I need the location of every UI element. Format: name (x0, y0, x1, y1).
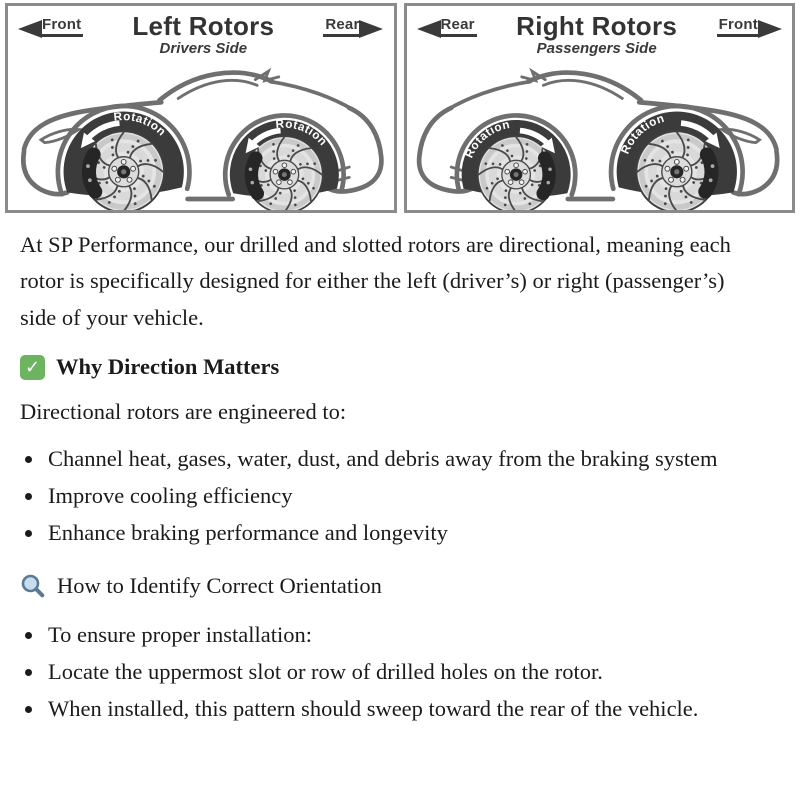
rear-direction-label (323, 17, 383, 37)
heading-text: How to Identify Correct Orientation (57, 572, 382, 598)
why-section-list (20, 441, 780, 551)
front-direction-label (18, 17, 83, 37)
arrow-left-icon (18, 20, 42, 38)
magnifier-icon (20, 573, 46, 599)
right-panel-header (407, 6, 793, 57)
list-item: • Improve cooling efficiency (45, 478, 735, 514)
left-panel-title-block (132, 13, 274, 57)
rear-direction-label (417, 17, 477, 37)
why-direction-matters-heading (20, 354, 780, 380)
list-item: • Locate the uppermost slot or row of drilled holes on the rotor. (45, 654, 735, 690)
right-panel-title-block (516, 13, 677, 57)
arrow-left-icon (417, 20, 441, 38)
list-item: • When installed, this pattern should sweep toward the rear of the vehicle. (45, 691, 735, 727)
list-item: • Enhance braking performance and longevity (45, 515, 735, 551)
rotation-label: Rotation (275, 117, 330, 149)
rotor-diagram (0, 0, 800, 213)
left-rotors-panel (5, 3, 397, 213)
arrow-right-icon (758, 20, 782, 38)
list-item: • Channel heat, gases, water, dust, and debris away from the braking system (45, 441, 735, 477)
article-body (0, 213, 800, 727)
panel-title: Left Rotors (132, 11, 275, 41)
intro-paragraph: At SP Performance, our drilled and slotted rotors are directional, meaning each rotor is specifically designed for either the left (driver’s) or right (passenger’s) side of your vehicle. (20, 232, 731, 330)
rotation-label: Rotation (112, 110, 169, 140)
panel-subtitle: Drivers Side (159, 40, 248, 58)
list-item: • To ensure proper installation: (45, 617, 735, 653)
panel-title: Right Rotors (516, 11, 678, 41)
direction-text: Rear (323, 17, 361, 37)
left-panel-header (8, 6, 394, 57)
check-mark-icon: ✓ (20, 355, 45, 380)
right-rotors-panel (404, 3, 796, 213)
identify-section-list (20, 617, 780, 727)
arrow-right-icon (359, 20, 383, 38)
direction-text: Front (717, 17, 760, 37)
rotation-label: Rotation (618, 112, 666, 157)
rotation-label: Rotation (462, 118, 511, 161)
direction-text: Rear (439, 17, 477, 37)
front-direction-label (717, 17, 782, 37)
panel-subtitle: Passengers Side (536, 40, 657, 58)
heading-text: Why Direction Matters (56, 354, 280, 380)
left-car-diagram (8, 59, 394, 213)
direction-text: Front (40, 17, 83, 37)
right-car-diagram (407, 59, 793, 213)
why-section-lead: Directional rotors are engineered to: (20, 399, 347, 425)
identify-orientation-heading (20, 573, 780, 599)
